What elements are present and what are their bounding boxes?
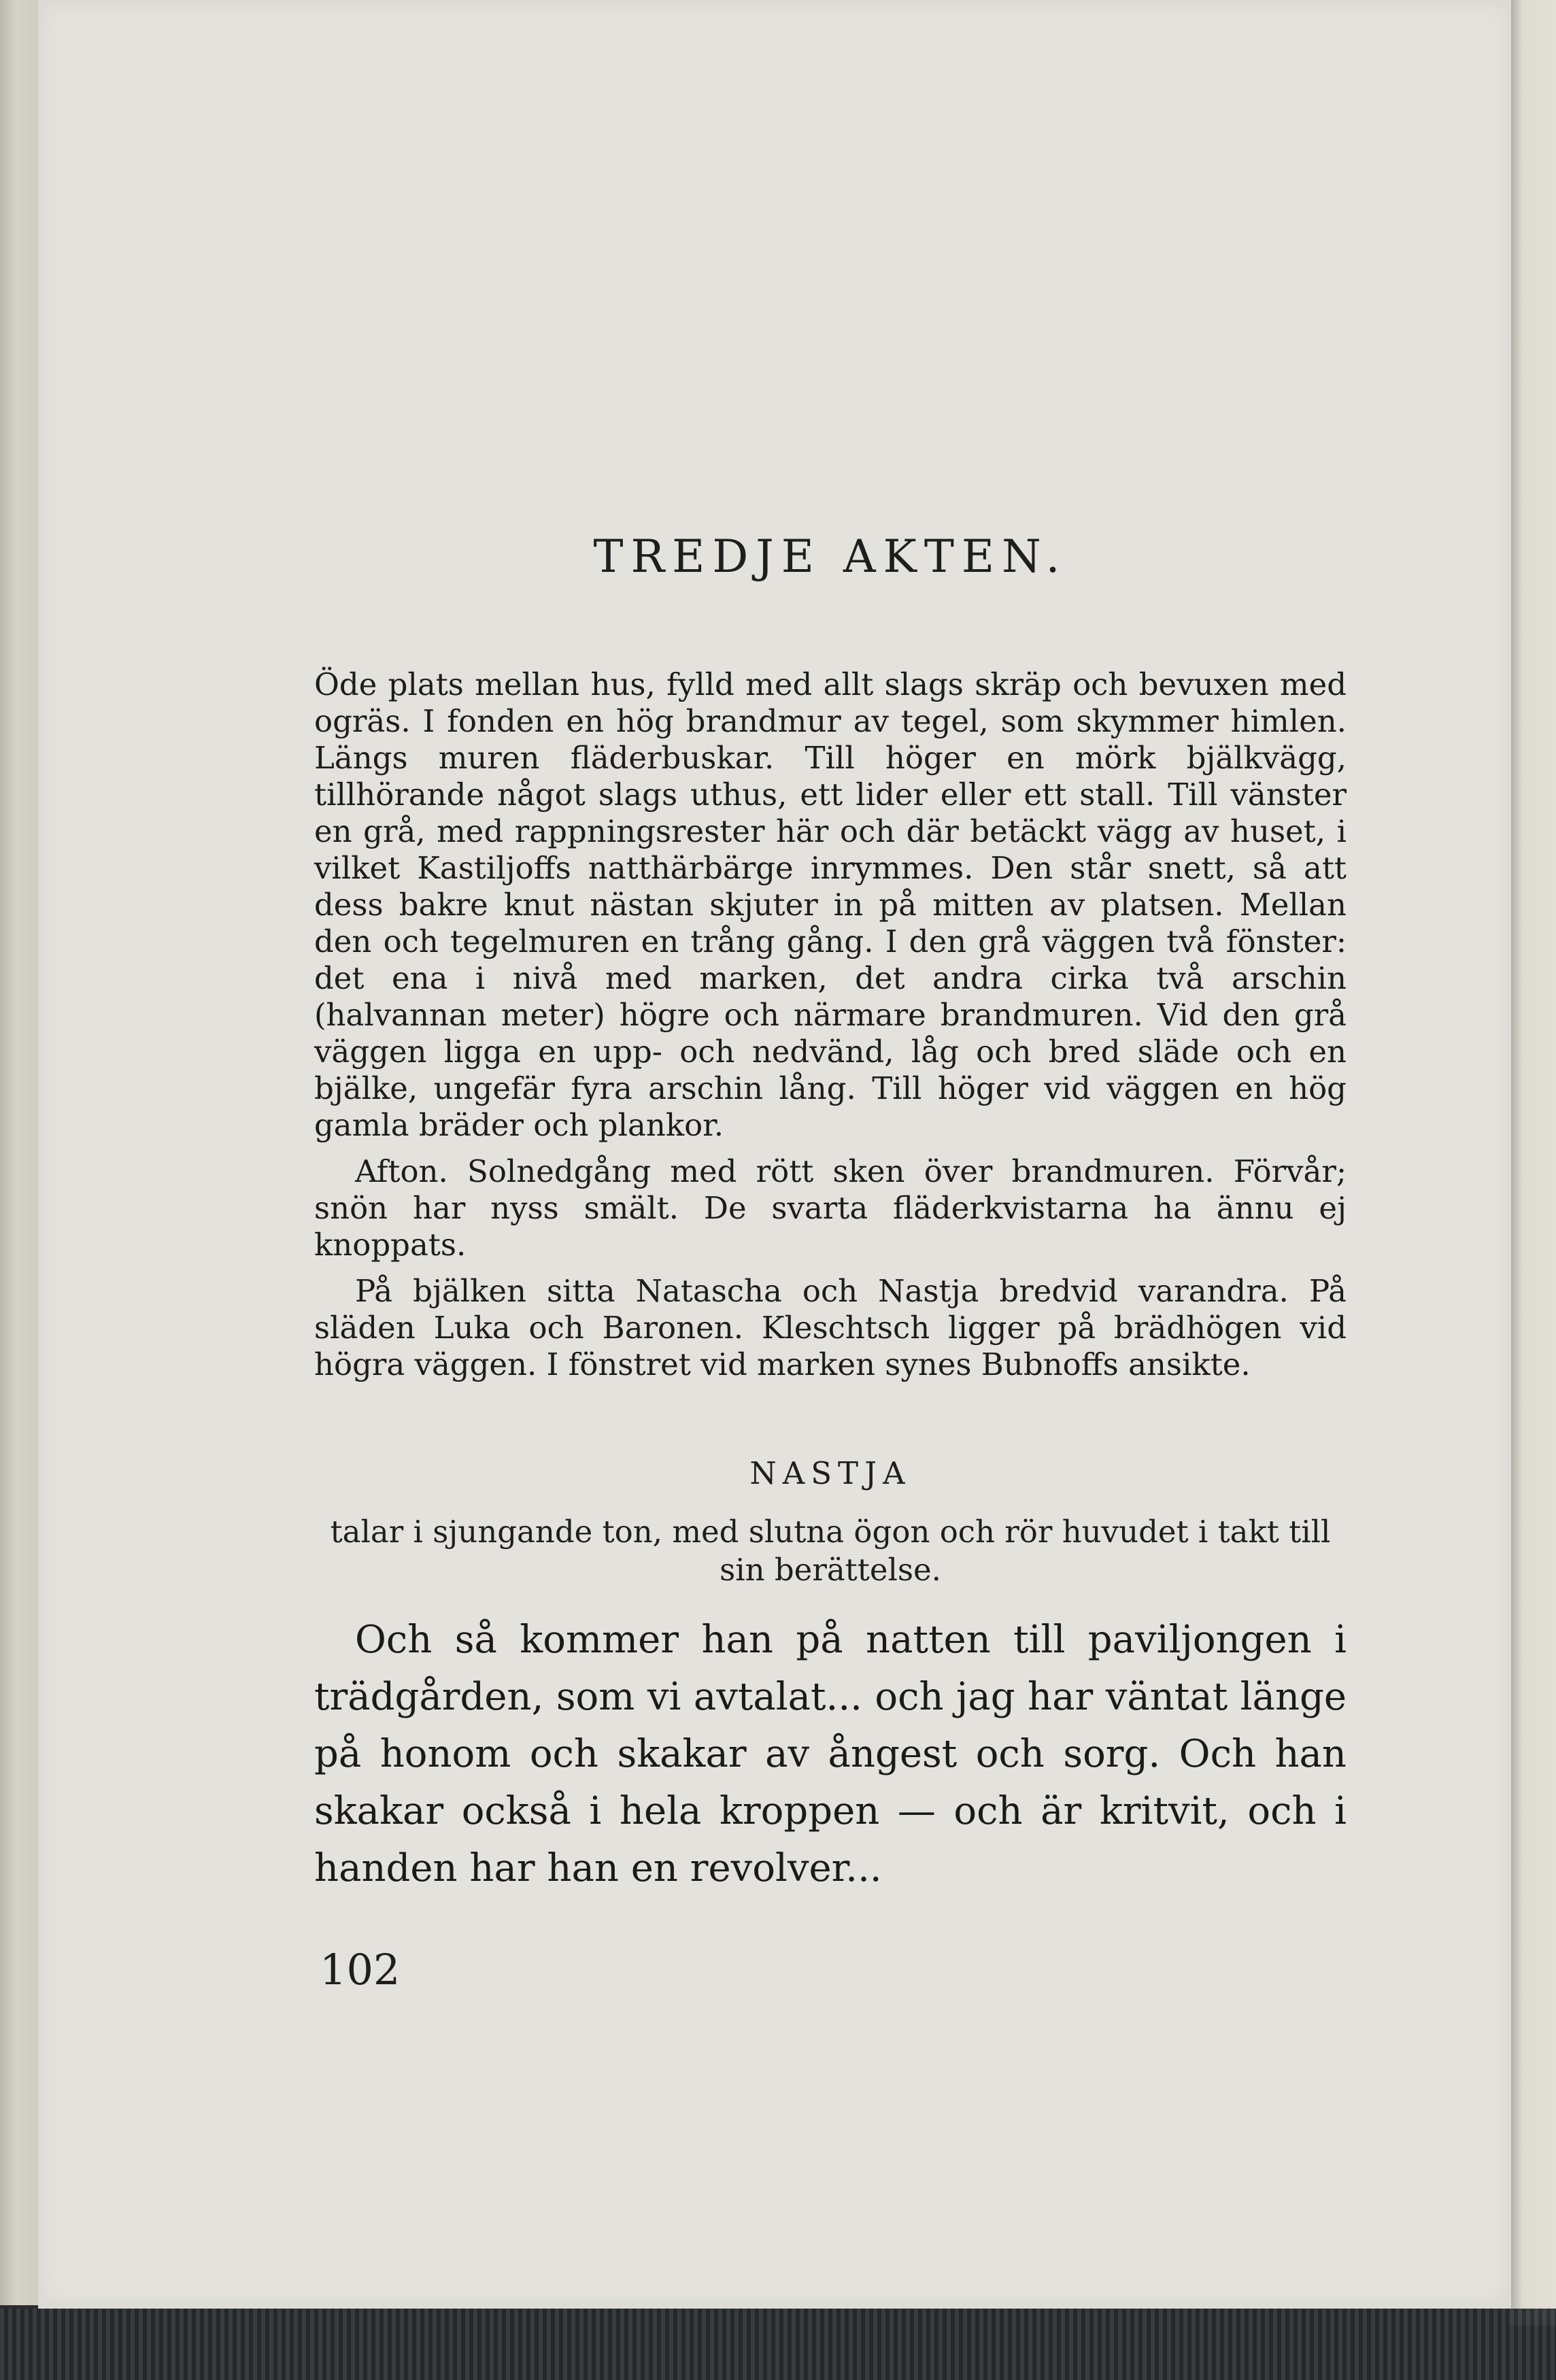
speaker-name: NASTJA <box>749 1455 911 1491</box>
act-title: TREDJE AKTEN. <box>593 530 1068 583</box>
stage-directions <box>314 666 1347 1383</box>
stage-direction-paragraph: Öde plats mellan hus, fylld med allt slags skräp och bevuxen med ogräs. I fonden en hög brandmur av tegel, som skymmer himlen. Längs muren fläderbuskar. Till höger en mörk bjälkvägg, tillhörande något slags uthus, ett lider eller ett stall. Till vänster en grå, med rappningsrester här och där betäckt vägg av huset, i vilket Kastiljoffs natthärbärge inrymmes. Den står snett, så att dess bakre knut nästan skjuter in på mitten av platsen. Mellan den och tegelmuren en trång gång. I den grå väggen två fönster: det ena i nivå med marken, det andra cirka två arschin (halvannan meter) högre och närmare brandmuren. Vid den grå väggen ligga en upp- och nedvänd, låg och bred släde och en bjälke, ungefär fyra arschin lång. Till höger vid väggen en hög gamla bräder och plankor. <box>314 666 1347 1143</box>
speaker-direction: talar i sjungande ton, med slutna ögon och rör huvudet i takt till sin berättelse. <box>330 1514 1331 1588</box>
page-number: 102 <box>320 1945 401 1994</box>
speech-text: Och så kommer han på natten till paviljongen i trädgården, som vi avtalat... och jag har väntat länge på honom och skakar av ångest och sorg. Och han skakar också i hela kroppen — och är kritvit, och i handen har han en revolver... <box>314 1618 1347 1890</box>
stage-direction-paragraph: På bjälken sitta Natascha och Nastja bredvid varandra. På släden Luka och Baronen. Kleschtsch ligger på brädhögen vid högra väggen. I fönstret vid marken synes Bubnoffs ansikte. <box>314 1273 1347 1382</box>
book-binding-edge <box>0 0 42 2305</box>
background-surface <box>0 2309 1556 2380</box>
adjacent-page-edge <box>1508 0 1556 2326</box>
stage-direction-paragraph: Afton. Solnedgång med rött sken över brandmuren. Förvår; snön har nyss smält. De svarta fläderkvistarna ha ännu ej knoppats. <box>314 1153 1347 1263</box>
